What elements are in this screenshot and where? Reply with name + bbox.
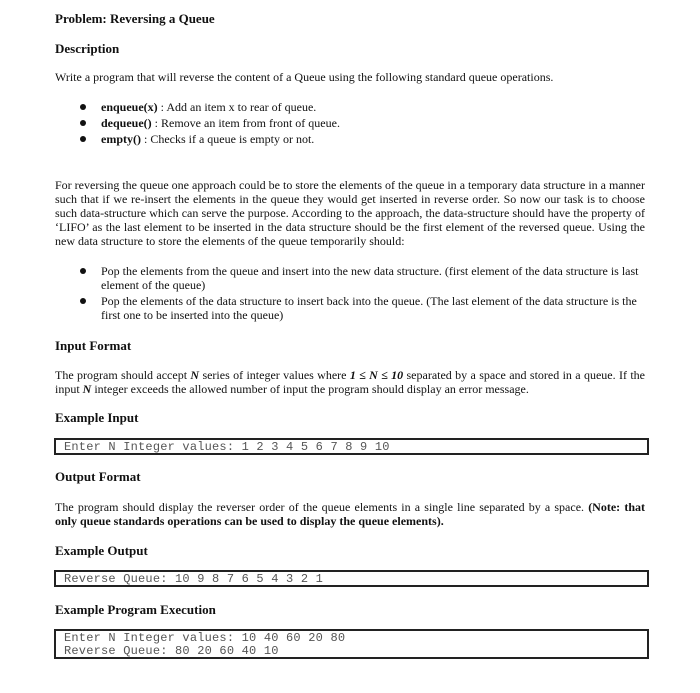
operation-item bbox=[101, 116, 340, 130]
example-output-line: Reverse Queue: 10 9 8 7 6 5 4 3 2 1 bbox=[64, 572, 324, 586]
bullet-icon bbox=[80, 298, 86, 304]
step-item: Pop the elements from the queue and insert into the new data structure. (first element of the data structure is last element of the queue) bbox=[101, 264, 639, 292]
output-format-text: The program should display the reverser order of the queue elements in a single line separated by a space. (Note: that only queue standards operations can be used to display the queue elements). bbox=[55, 500, 645, 528]
example-input-line: Enter N Integer values: 1 2 3 4 5 6 7 8 9 10 bbox=[64, 440, 390, 454]
example-input-heading: Example Input bbox=[55, 410, 139, 425]
example-input-box bbox=[54, 438, 649, 455]
example-execution-box bbox=[54, 629, 649, 659]
description-text: Write a program that will reverse the content of a Queue using the following standard queue operations. bbox=[55, 70, 554, 84]
bullet-icon bbox=[80, 136, 86, 142]
output-format-heading: Output Format bbox=[55, 469, 141, 484]
bullet-icon bbox=[80, 104, 86, 110]
input-format-text: The program should accept N series of integer values where 1 ≤ N ≤ 10 separated by a space and stored in a queue. If the input N integer exceeds the allowed number of input the program should display an error message. bbox=[55, 368, 646, 396]
operation-name: empty() bbox=[101, 132, 141, 146]
step-item: Pop the elements of the data structure to insert back into the queue. (The last element of the data structure is the first one to be inserted into the queue) bbox=[101, 294, 637, 322]
input-format-heading: Input Format bbox=[55, 338, 132, 353]
example-output-heading: Example Output bbox=[55, 543, 148, 558]
operation-desc: : Remove an item from front of queue. bbox=[151, 116, 340, 130]
problem-title: Problem: Reversing a Queue bbox=[55, 11, 215, 26]
operation-item bbox=[101, 100, 316, 114]
operation-name: enqueue(x) bbox=[101, 100, 158, 114]
example-output-box bbox=[54, 570, 649, 587]
execution-line: Enter N Integer values: 10 40 60 20 80 bbox=[64, 631, 346, 645]
operation-desc: : Checks if a queue is empty or not. bbox=[140, 132, 315, 146]
bullet-icon bbox=[80, 120, 86, 126]
description-heading: Description bbox=[55, 41, 120, 56]
operation-desc: : Add an item x to rear of queue. bbox=[157, 100, 317, 114]
bullet-icon bbox=[80, 268, 86, 274]
operation-item bbox=[101, 132, 314, 146]
execution-line: Reverse Queue: 80 20 60 40 10 bbox=[64, 644, 279, 658]
approach-paragraph: For reversing the queue one approach could be to store the elements of the queue in a temporary data structure in a manner such that if we re-insert the elements in the queue they would get inserted in reverse order. So now our task is to choose such data-structure which can serve the purpose. According to the approach, the data-structure should have the property of ‘LIFO’ as the last element to be inserted in the data structure should be the first element of the reversed queue. Using the new data structure to store the elements of the queue temporarily should: bbox=[55, 178, 645, 248]
example-execution-heading: Example Program Execution bbox=[55, 602, 216, 617]
operation-name: dequeue() bbox=[101, 116, 152, 130]
